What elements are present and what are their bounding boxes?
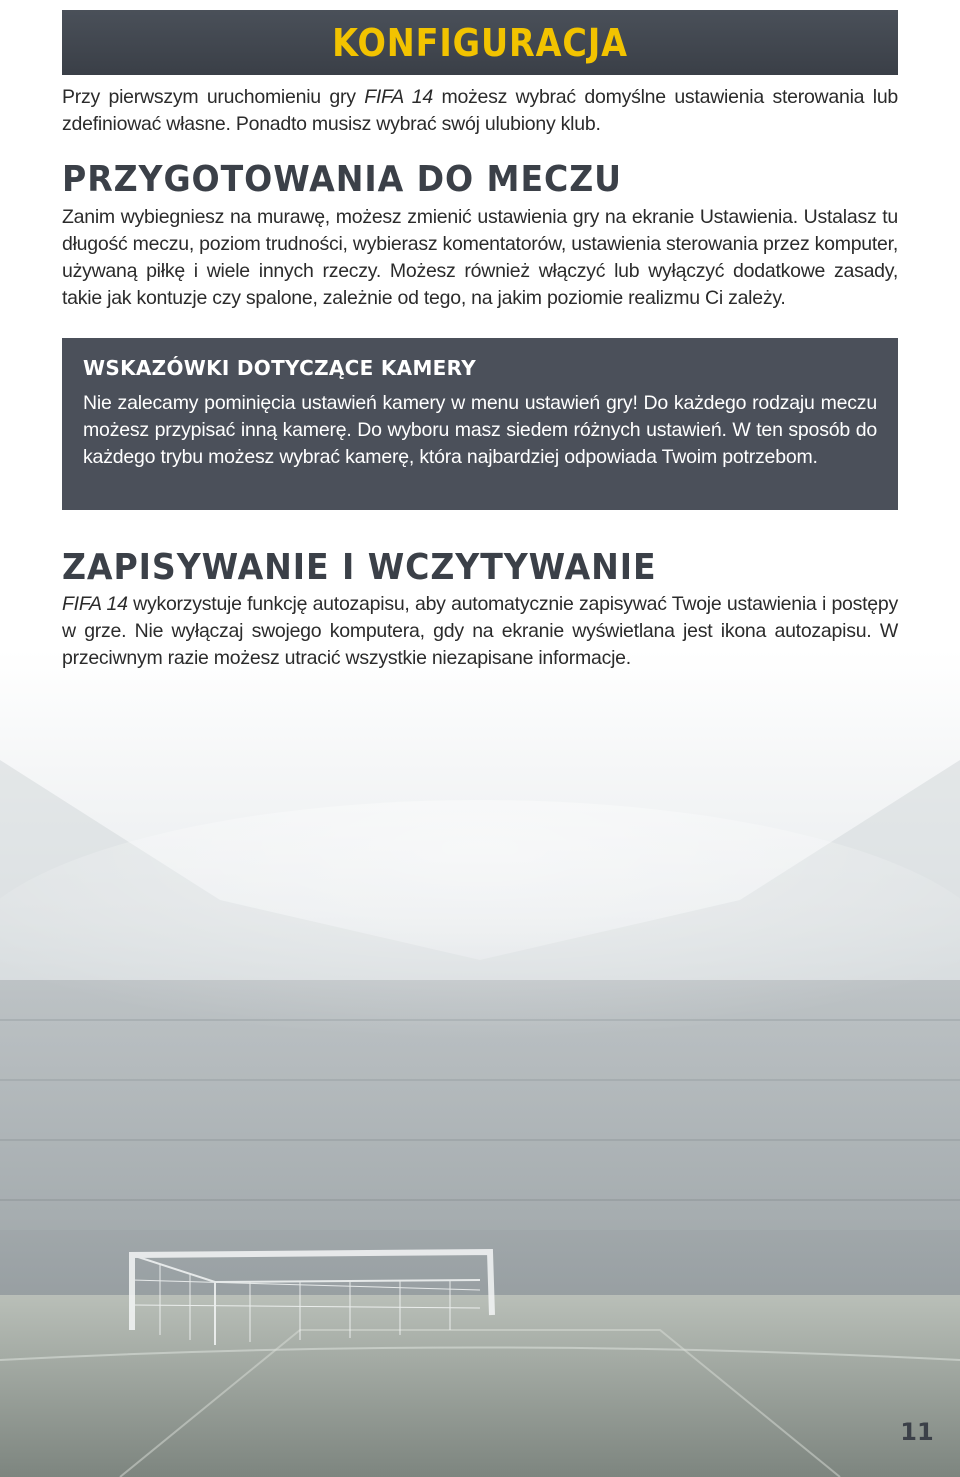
camera-tips-text: Nie zalecamy pominięcia ustawień kamery w menu ustawień gry! Do każdego rodzaju meczu możesz przypisać inną kamerę. Do wyboru masz siedem różnych ustawień. W ten sposób do każdego trybu możesz wybrać kamerę, która najbardziej odpowiada Twoim potrzebom. <box>83 392 877 468</box>
save-load-text: wykorzystuje funkcję autozapisu, aby automatycznie zapisywać Twoje ustawienia i postępy w grze. Nie wyłączaj swojego komputera, gdy na ekranie wyświetlana jest ikona autozapisu. W przeciwnym razie możesz utracić wszystkie niezapisane informacje. <box>62 593 898 669</box>
section-banner <box>62 10 898 75</box>
save-load-paragraph <box>62 591 898 672</box>
camera-tips-heading: WSKAZÓWKI DOTYCZĄCE KAMERY <box>83 356 477 380</box>
heading-save-load: ZAPISYWANIE I WCZYTYWANIE <box>62 547 657 588</box>
page-number: 11 <box>900 1418 934 1446</box>
game-title: FIFA 14 <box>364 86 433 108</box>
intro-paragraph <box>62 84 898 138</box>
heading-match-prep: PRZYGOTOWANIA DO MECZU <box>62 159 622 200</box>
intro-text-a: Przy pierwszym uruchomieniu gry <box>62 86 365 108</box>
match-prep-paragraph: Zanim wybiegniesz na murawę, możesz zmienić ustawienia gry na ekranie Ustawienia. Ustalasz tu długość meczu, poziom trudności, wybierasz komentatorów, ustawienia sterowania przez komputer, używaną piłkę i wiele innych rzeczy. Możesz również włączyć lub wyłączyć dodatkowe zasady, takie jak kontuzje czy spalone, zależnie od tego, na jakim poziomie realizmu Ci zależy. <box>62 206 898 309</box>
game-title: FIFA 14 <box>62 593 128 615</box>
intro-text-b: możesz wybrać domyślne ustawienia sterowania lub zdefiniować własne. Ponadto musisz wybrać swój ulubiony klub. <box>62 86 899 135</box>
page-title: KONFIGURACJA <box>332 20 628 65</box>
camera-tips-box <box>62 338 898 510</box>
